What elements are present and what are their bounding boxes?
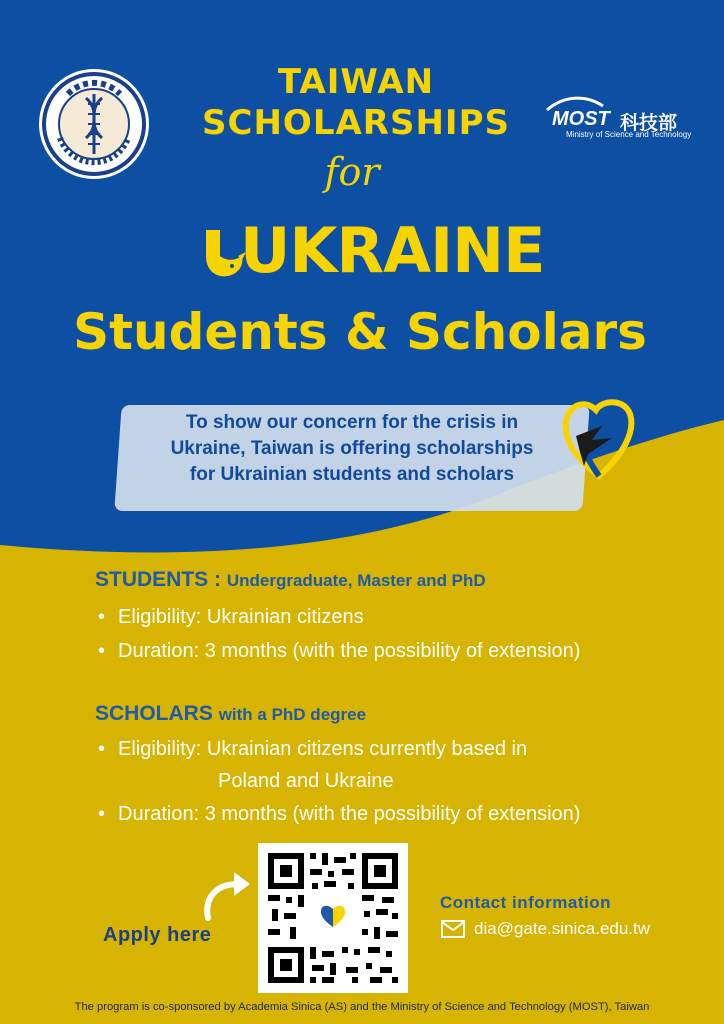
title-scholarships: SCHOLARSHIPS <box>202 103 510 143</box>
scholars-bullet-duration <box>98 803 581 826</box>
bullet-dot-icon: • <box>98 640 106 662</box>
intro-line-1: To show our concern for the crisis in <box>185 412 519 433</box>
scholars-heading-main: SCHOLARS <box>95 702 219 725</box>
title-taiwan: TAIWAN <box>277 62 435 102</box>
title-ukraine: UKRAINE <box>240 214 545 287</box>
students-heading-main: STUDENTS : <box>95 568 227 591</box>
students-duration-text: Duration: 3 months (with the possibility of extension) <box>118 640 581 662</box>
qr-code-icon <box>258 843 408 993</box>
heart-dove-icon <box>562 396 636 480</box>
contact-heading: Contact information <box>440 893 611 912</box>
qr-code[interactable] <box>258 843 408 993</box>
most-logo-text: MOST <box>552 108 610 130</box>
intro-line-3: for Ukrainian students and scholars <box>189 464 515 485</box>
intro-text <box>118 410 586 488</box>
bullet-dot-icon: • <box>98 738 106 760</box>
apply-here-label: Apply here <box>103 924 212 946</box>
students-heading <box>95 568 486 592</box>
scholars-heading <box>95 702 366 726</box>
scholars-eligibility-line-2: Poland and Ukraine <box>218 770 394 792</box>
most-logo-chinese: 科技部 <box>620 112 678 134</box>
students-bullet-eligibility <box>98 606 364 629</box>
bullet-dot-icon: • <box>98 803 106 825</box>
bullet-dot-icon: • <box>98 606 106 628</box>
curved-arrow-icon <box>200 868 256 922</box>
title-for: for <box>324 150 380 194</box>
most-logo-subtitle: Ministry of Science and Technology <box>566 130 692 139</box>
scholars-eligibility-line-1: Eligibility: Ukrainian citizens currently based in <box>118 738 528 760</box>
scholars-bullet-eligibility <box>98 738 528 761</box>
scholars-duration-text: Duration: 3 months (with the possibility of extension) <box>118 803 581 825</box>
students-bullet-duration <box>98 640 581 663</box>
footer-sponsor-note: The program is co-sponsored by Academia Sinica (AS) and the Ministry of Science and Technology (MOST), Taiwan <box>74 1001 650 1013</box>
scholars-heading-sub: with a PhD degree <box>218 705 367 724</box>
intro-line-2: Ukraine, Taiwan is offering scholarships <box>170 438 534 459</box>
mail-icon <box>441 920 465 938</box>
students-eligibility-text: Eligibility: Ukrainian citizens <box>118 606 364 628</box>
students-heading-sub: Undergraduate, Master and PhD <box>226 571 486 590</box>
title-students-scholars: Students & Scholars <box>73 303 647 361</box>
contact-email-link[interactable]: dia@gate.sinica.edu.tw <box>474 919 651 938</box>
